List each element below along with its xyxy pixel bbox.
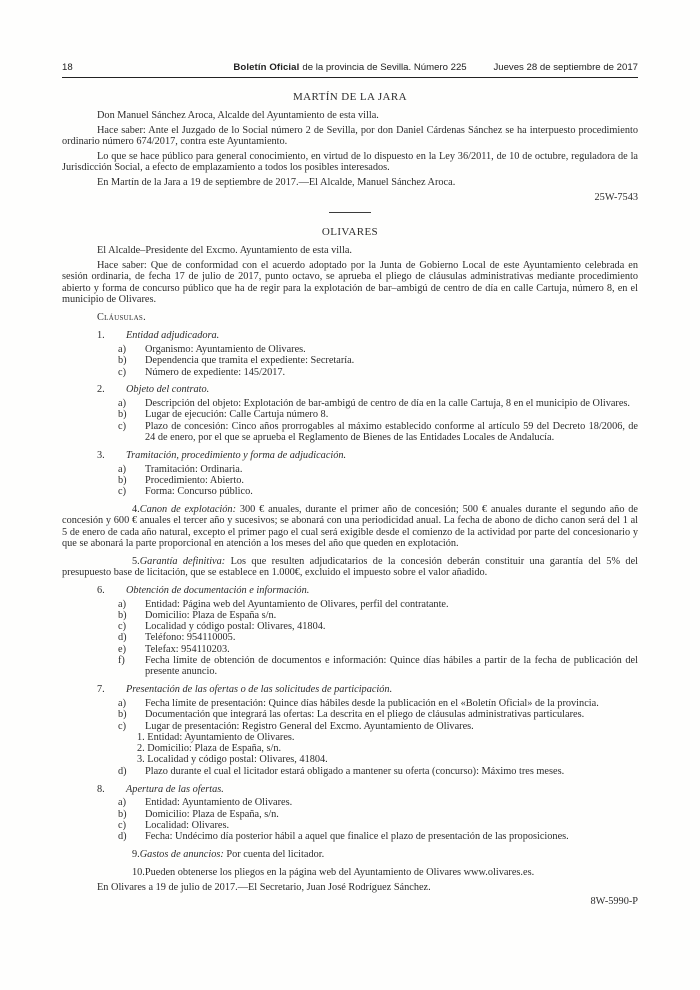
clause-item: e) Telefax: 954110203. — [118, 643, 230, 655]
notice-reference: 25W-7543 — [594, 192, 638, 204]
clause-number: 5. — [132, 555, 140, 567]
paragraph: El Alcalde–Presidente del Excmo. Ayuntamiento de esta villa. — [97, 245, 352, 257]
paragraph: Hace saber: Que de conformidad con el acuerdo adoptado por la Junta de Gobierno Local de este Ayuntamiento celebrada en sesión ordinaria, de fecha 17 de julio de 2017, punto octavo, se aprueba el pliego de cláusulas administrativas mediante procedimiento abierto y forma de concurso público que ha de regir para la explotación de bar–ambigú de centro de día en calle Cartuja, número 8, en el municipio de Olivares. — [62, 260, 638, 306]
clause-text: Pueden obtenerse los pliegos en la página web del Ayuntamiento de Olivares www.olivares.es. — [144, 866, 535, 878]
clause-number: 9. — [132, 849, 140, 861]
clause-title: Entidad adjudicadora. — [126, 330, 220, 342]
page-number: 18 — [62, 62, 73, 73]
clause-item: b) Lugar de ejecución: Calle Cartuja número 8. — [118, 409, 329, 421]
section-title: MARTÍN DE LA JARA — [292, 91, 407, 104]
clause-item: c) Localidad y código postal: Olivares, 41804. — [118, 621, 326, 633]
clause-lead: Garantía definitiva: — [139, 555, 226, 567]
clause-number: 2. — [97, 384, 105, 396]
clause-item: d) Teléfono: 954110005. — [118, 632, 236, 644]
paragraph: Don Manuel Sánchez Aroca, Alcalde del Ayuntamiento de esta villa. — [97, 110, 379, 122]
clause-heading — [62, 384, 638, 395]
section-divider — [329, 212, 371, 213]
clause-8 — [62, 784, 638, 843]
section-martin-de-la-jara — [62, 91, 638, 203]
clause-1 — [62, 330, 638, 378]
clause-title: Presentación de las ofertas o de las solicitudes de participación. — [126, 684, 393, 696]
clause-text: Los que resulten adjudicatarios de la concesión deberán constituir una garantía del 5% del presupuesto base de licitación, que se establece en 1.000€, excluido el impuesto sobre el valor añadido. — [62, 555, 638, 578]
paragraph: Hace saber: Ante el Juzgado de lo Social número 2 de Sevilla, por don Daniel Cárdenas Sánchez se ha interpuesto procedimiento ordinario número 674/2017, contra este Ayuntamiento. — [62, 125, 638, 148]
clause-6 — [62, 585, 638, 678]
clause-number: 1. — [97, 330, 105, 342]
clause-10 — [62, 867, 638, 878]
clause-heading — [62, 784, 638, 795]
clause-heading — [62, 330, 638, 341]
clause-subitem: 1. Entidad: Ayuntamiento de Olivares. — [137, 731, 295, 743]
clause-subitem: 2. Domicilio: Plaza de España, s/n. — [137, 743, 282, 755]
clause-lead: Gastos de anuncios: — [139, 849, 224, 861]
clause-7 — [62, 684, 638, 777]
clause-lead: Canon de explotación: — [139, 504, 237, 516]
clause-number: 7. — [97, 684, 105, 696]
clause-9 — [62, 849, 638, 860]
clause-3 — [62, 450, 638, 498]
clause-5 — [62, 556, 638, 579]
clause-item: a) Tramitación: Ordinaria. — [118, 463, 243, 475]
notice-reference: 8W-5990-P — [590, 896, 638, 908]
clause-item: b) Documentación que integrará las ofertas: La descrita en el pliego de cláusulas administrativas particulares. — [118, 709, 585, 721]
clause-number: 8. — [97, 783, 105, 795]
clause-number: 4. — [132, 504, 140, 516]
clause-number: 6. — [97, 584, 105, 596]
issue-date: Jueves 28 de septiembre de 2017 — [493, 62, 638, 73]
clause-item: c) Forma: Concurso público. — [118, 486, 253, 498]
header-rule — [62, 77, 638, 78]
clause-item: b) Procedimiento: Abierto. — [118, 474, 244, 486]
clause-item: b) Domicilio: Plaza de España s/n. — [118, 609, 277, 621]
paragraph-signature: En Martín de la Jara a 19 de septiembre de 2017.—El Alcalde, Manuel Sánchez Aroca. — [97, 177, 456, 189]
section-olivares — [62, 226, 638, 907]
clause-item: b) Domicilio: Plaza de España, s/n. — [118, 808, 279, 820]
clause-item: a) Descripción del objeto: Explotación de bar-ambigú de centro de día en la calle Cartuja, 8 en el municipio de Olivares. — [118, 398, 631, 410]
clause-text: Por cuenta del licitador. — [226, 849, 325, 861]
masthead-title: Boletín Oficial — [233, 62, 300, 73]
clause-number: 10. — [132, 866, 145, 878]
clause-title: Objeto del contrato. — [126, 384, 210, 396]
clause-item: b) Dependencia que tramita el expediente: Secretaría. — [118, 355, 355, 367]
clause-item: c) Lugar de presentación: Registro General del Excmo. Ayuntamiento de Olivares. — [118, 720, 474, 732]
clause-item: a) Organismo: Ayuntamiento de Olivares. — [118, 343, 306, 355]
clause-item: a) Entidad: Ayuntamiento de Olivares. — [118, 797, 293, 809]
clauses-label: Cláusulas. — [97, 312, 147, 324]
clause-item: d) Plazo durante el cual el licitador estará obligado a mantener su oferta (concurso): Máximo tres meses. — [118, 765, 565, 777]
clause-2 — [62, 384, 638, 443]
clause-item: a) Entidad: Página web del Ayuntamiento de Olivares, perfil del contratante. — [118, 598, 449, 610]
clause-heading — [62, 684, 638, 695]
masthead — [233, 62, 466, 73]
clause-heading — [62, 450, 638, 461]
clause-heading — [62, 585, 638, 596]
clause-title: Tramitación, procedimiento y forma de adjudicación. — [126, 449, 347, 461]
clause-item: c) Plazo de concesión: Cinco años prorrogables al máximo establecido conforme al artículo 59 del Decreto 18/2006, de 24 de enero, por el que se aprueba el Reglamento de Bienes de las Entidades Locales de Andalucía. — [118, 420, 638, 444]
clause-item: c) Localidad: Olivares. — [118, 819, 230, 831]
paragraph-signature: En Olivares a 19 de julio de 2017.—El Secretario, Juan José Rodríguez Sánchez. — [97, 881, 431, 893]
clause-number: 3. — [97, 449, 105, 461]
clause-item: c) Número de expediente: 145/2017. — [118, 366, 286, 378]
clause-subitem: 3. Localidad y código postal: Olivares, 41804. — [137, 754, 328, 766]
clause-text: 300 € anuales, durante el primer año de concesión; 500 € anuales durante el segundo año de concesión y 600 € anuales el tercer año y sucesivos; se abonará con una periodicidad anual. La fecha de abono de dicho canon será del 1 al 5 de enero de cada año natural, excepto el primer pago el cual será exigible desde el comienzo de la actividad por parte del concesionario y que se abonará la parte proporcional en atención a los meses del año que queden en explotación. — [62, 504, 638, 549]
masthead-subtitle: de la provincia de Sevilla. Número 225 — [302, 62, 467, 73]
clause-4 — [62, 504, 638, 549]
paragraph: Lo que se hace público para general conocimiento, en virtud de lo dispuesto en la Ley 36/2011, de 10 de octubre, reguladora de la Jurisdicción Social, a efecto de emplazamiento a todos los posibles interesados. — [62, 151, 638, 174]
section-title: OLIVARES — [321, 226, 379, 239]
clause-title: Apertura de las ofertas. — [126, 783, 224, 795]
clause-item: f) Fecha límite de obtención de documentos e información: Quince días hábiles a partir de la fecha de publicación del presente anuncio. — [118, 655, 638, 678]
clause-title: Obtención de documentación e información. — [126, 584, 310, 596]
page-header — [62, 62, 638, 73]
clause-item: d) Fecha: Undécimo día posterior hábil a aquel que finalice el plazo de presentación de las proposiciones. — [118, 831, 569, 843]
clause-item: a) Fecha límite de presentación: Quince días hábiles desde la publicación en el «Boletín Oficial» de la provincia. — [118, 697, 599, 709]
